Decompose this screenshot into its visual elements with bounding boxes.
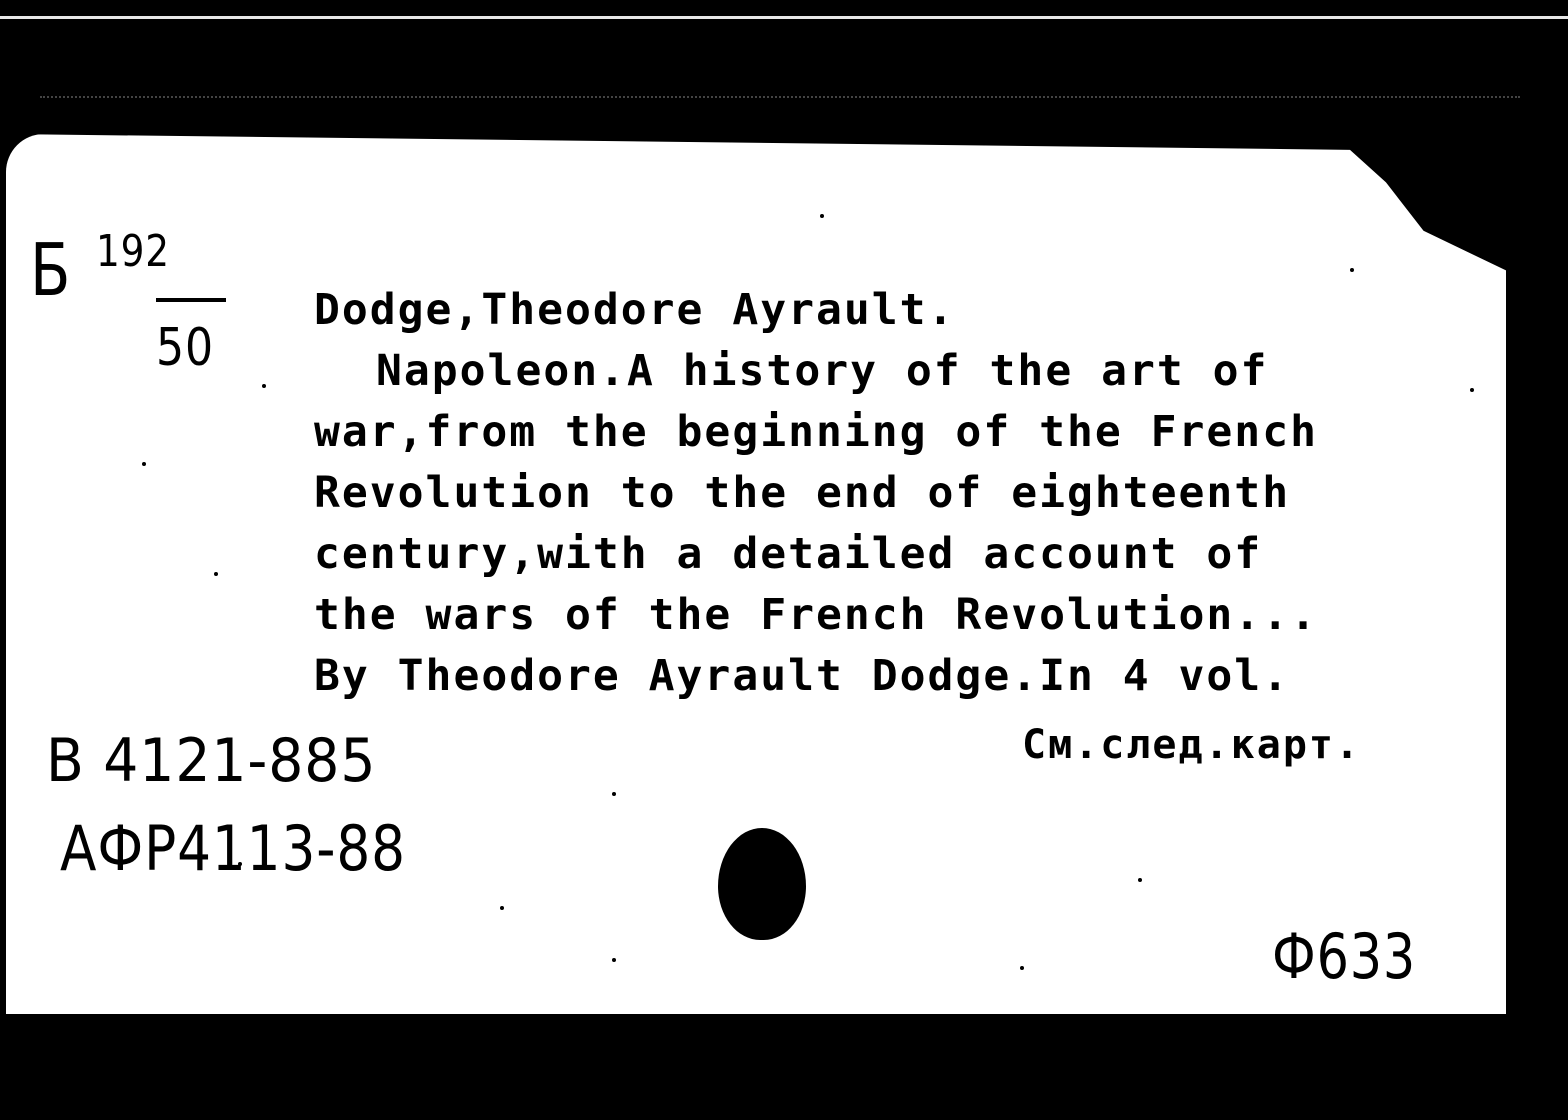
speck	[612, 792, 616, 796]
entry-line: By Theodore Ayrault Dodge.In 4 vol.	[314, 651, 1291, 701]
speck	[262, 384, 266, 388]
speck	[1138, 878, 1142, 882]
inventory-number-2: АФР4113-88	[60, 812, 406, 885]
speck	[1350, 268, 1354, 272]
see-next-card-note: См.след.карт.	[1022, 722, 1362, 768]
shelf-mark: Ф633	[1272, 920, 1417, 993]
scan-top-rule	[0, 16, 1568, 19]
entry-line: century,with a detailed account of	[314, 529, 1263, 579]
speck	[214, 572, 218, 576]
inventory-number-1: В 4121-885	[46, 726, 377, 796]
entry-line: Revolution to the end of eighteenth	[314, 468, 1291, 518]
speck	[820, 214, 824, 218]
speck	[1020, 966, 1024, 970]
catalog-entry	[314, 280, 1454, 707]
punch-hole	[718, 828, 806, 940]
call-number-prefix: Б	[30, 228, 72, 312]
entry-line: the wars of the French Revolution...	[314, 590, 1318, 640]
scan-dotted-rule	[40, 96, 1520, 98]
speck	[1470, 388, 1474, 392]
entry-line: Napoleon.A history of the art of	[376, 346, 1269, 396]
entry-line: war,from the beginning of the French	[314, 407, 1318, 457]
speck	[142, 462, 146, 466]
call-number-denominator: 50	[156, 318, 214, 378]
speck	[612, 958, 616, 962]
call-number-numerator: 192	[96, 226, 170, 277]
speck	[500, 906, 504, 910]
entry-author: Dodge,Theodore Ayrault.	[314, 285, 956, 335]
call-number-fraction-bar	[156, 298, 226, 302]
